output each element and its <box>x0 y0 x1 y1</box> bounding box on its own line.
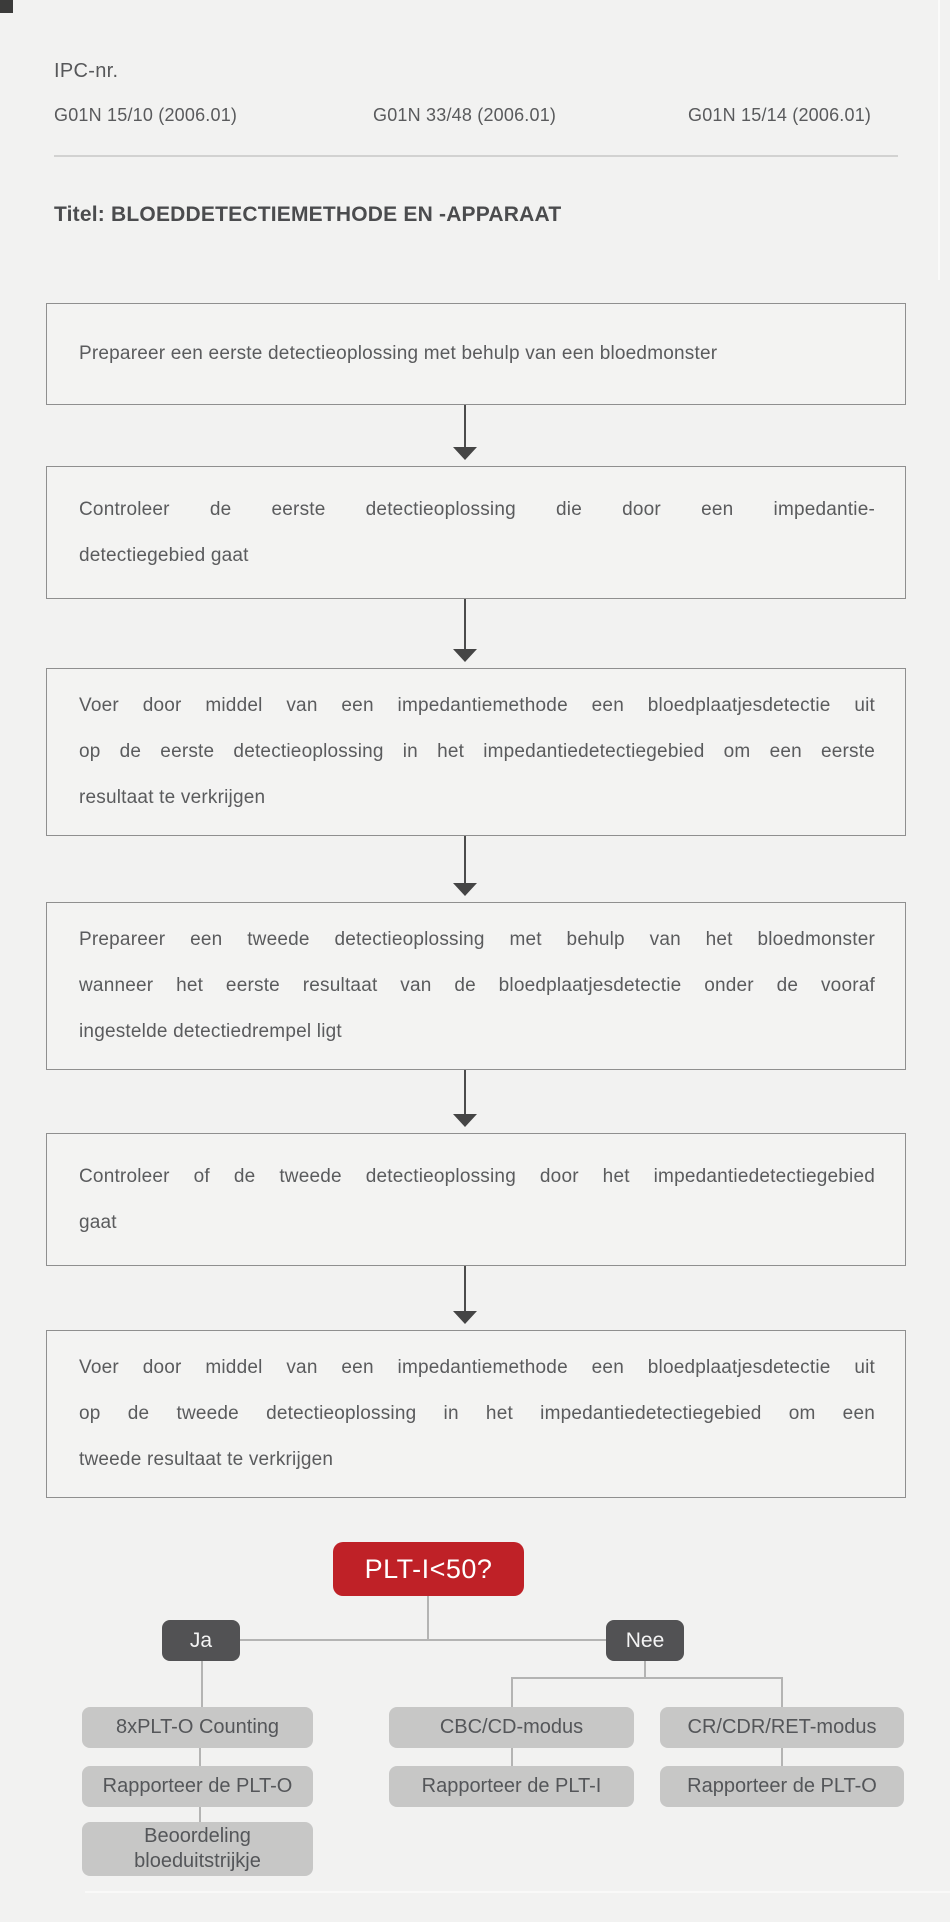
arrow-down-icon <box>464 599 466 649</box>
flow-step-2-text <box>47 487 905 579</box>
flow-step-1 <box>46 303 906 405</box>
flow-step-text-line: gaat <box>79 1211 117 1233</box>
leaf-node-cbc-cd-modus: CBC/CD-modus <box>389 1707 634 1748</box>
flow-step-4-text <box>47 917 905 1055</box>
flow-step-4 <box>46 902 906 1070</box>
flow-step-text-line: ingestelde detectiedrempel ligt <box>79 1021 342 1042</box>
flow-step-5 <box>46 1133 906 1266</box>
flow-step-text-line: op de eerste detectieoplossing in het impedantiedetectiegebied om een eerste <box>79 741 875 762</box>
tree-connector <box>511 1748 513 1766</box>
flow-step-text-line: Prepareer een eerste detectieoplossing met behulp van een bloedmonster <box>79 343 718 364</box>
flow-step-text-line: op de tweede detectieoplossing in het impedantiedetectiegebied om een <box>79 1403 875 1424</box>
tree-connector <box>201 1661 203 1707</box>
header-divider <box>54 155 898 157</box>
page-corner-mark <box>0 0 13 13</box>
tree-connector <box>511 1677 783 1679</box>
arrow-down-icon <box>464 1070 466 1114</box>
tree-connector <box>781 1679 783 1707</box>
leaf-node-plt-o-counting: 8xPLT-O Counting <box>82 1707 313 1748</box>
flow-step-text-line: tweede resultaat te verkrijgen <box>79 1449 334 1470</box>
flow-step-text-line: Controleer of de tweede detectieoplossing door het impedantiedetectiegebied <box>79 1165 875 1187</box>
ipc-code-2: G01N 33/48 (2006.01) <box>373 105 557 125</box>
flow-step-2 <box>46 466 906 599</box>
tree-connector <box>781 1748 783 1766</box>
flow-step-3-text <box>47 683 905 821</box>
tree-connector <box>199 1748 201 1766</box>
page-edge-line-right <box>938 0 940 280</box>
branch-node-nee: Nee <box>606 1620 684 1661</box>
leaf-node-rapporteer-plt-o-2: Rapporteer de PLT-O <box>660 1766 904 1807</box>
arrow-down-icon <box>464 1266 466 1311</box>
tree-connector <box>427 1596 429 1641</box>
arrow-down-icon <box>464 405 466 447</box>
page-edge-line-bottom <box>85 1891 950 1893</box>
flow-step-text-line: detectiegebied gaat <box>79 544 249 566</box>
flow-step-5-text <box>47 1154 905 1246</box>
flow-step-text-line: Controleer de eerste detectieoplossing die door een impedantie- <box>79 498 875 520</box>
branch-node-ja: Ja <box>162 1620 240 1661</box>
flow-step-text-line: Voer door middel van een impedantiemethode een bloedplaatjesdetectie uit <box>79 1357 875 1378</box>
page-title: Titel: BLOEDDETECTIEMETHODE EN -APPARAAT <box>54 203 562 226</box>
tree-connector <box>511 1679 513 1707</box>
flow-step-text-line: Voer door middel van een impedantiemethode een bloedplaatjesdetectie uit <box>79 695 875 716</box>
leaf-node-beoordeling: Beoordeling bloeduitstrijkje <box>82 1822 313 1876</box>
ipc-code-3: G01N 15/14 (2006.01) <box>688 105 872 125</box>
ipc-code-1: G01N 15/10 (2006.01) <box>54 105 238 125</box>
decision-node-plt: PLT-I<50? <box>333 1542 524 1596</box>
leaf-node-rapporteer-plt-o-1: Rapporteer de PLT-O <box>82 1766 313 1807</box>
flow-step-text-line: Prepareer een tweede detectieoplossing met behulp van het bloedmonster <box>79 929 875 950</box>
flow-step-1-text <box>47 331 905 377</box>
leaf-node-rapporteer-plt-i: Rapporteer de PLT-I <box>389 1766 634 1807</box>
leaf-node-cr-cdr-ret-modus: CR/CDR/RET-modus <box>660 1707 904 1748</box>
flow-step-text-line: wanneer het eerste resultaat van de bloedplaatjesdetectie onder de vooraf <box>79 975 875 996</box>
arrow-down-icon <box>464 836 466 883</box>
flow-step-text-line: resultaat te verkrijgen <box>79 787 266 808</box>
flow-step-6 <box>46 1330 906 1498</box>
ipc-label: IPC-nr. <box>54 60 119 82</box>
flow-step-3 <box>46 668 906 836</box>
tree-connector <box>199 1807 201 1822</box>
tree-connector <box>240 1639 607 1641</box>
flow-step-6-text <box>47 1345 905 1483</box>
